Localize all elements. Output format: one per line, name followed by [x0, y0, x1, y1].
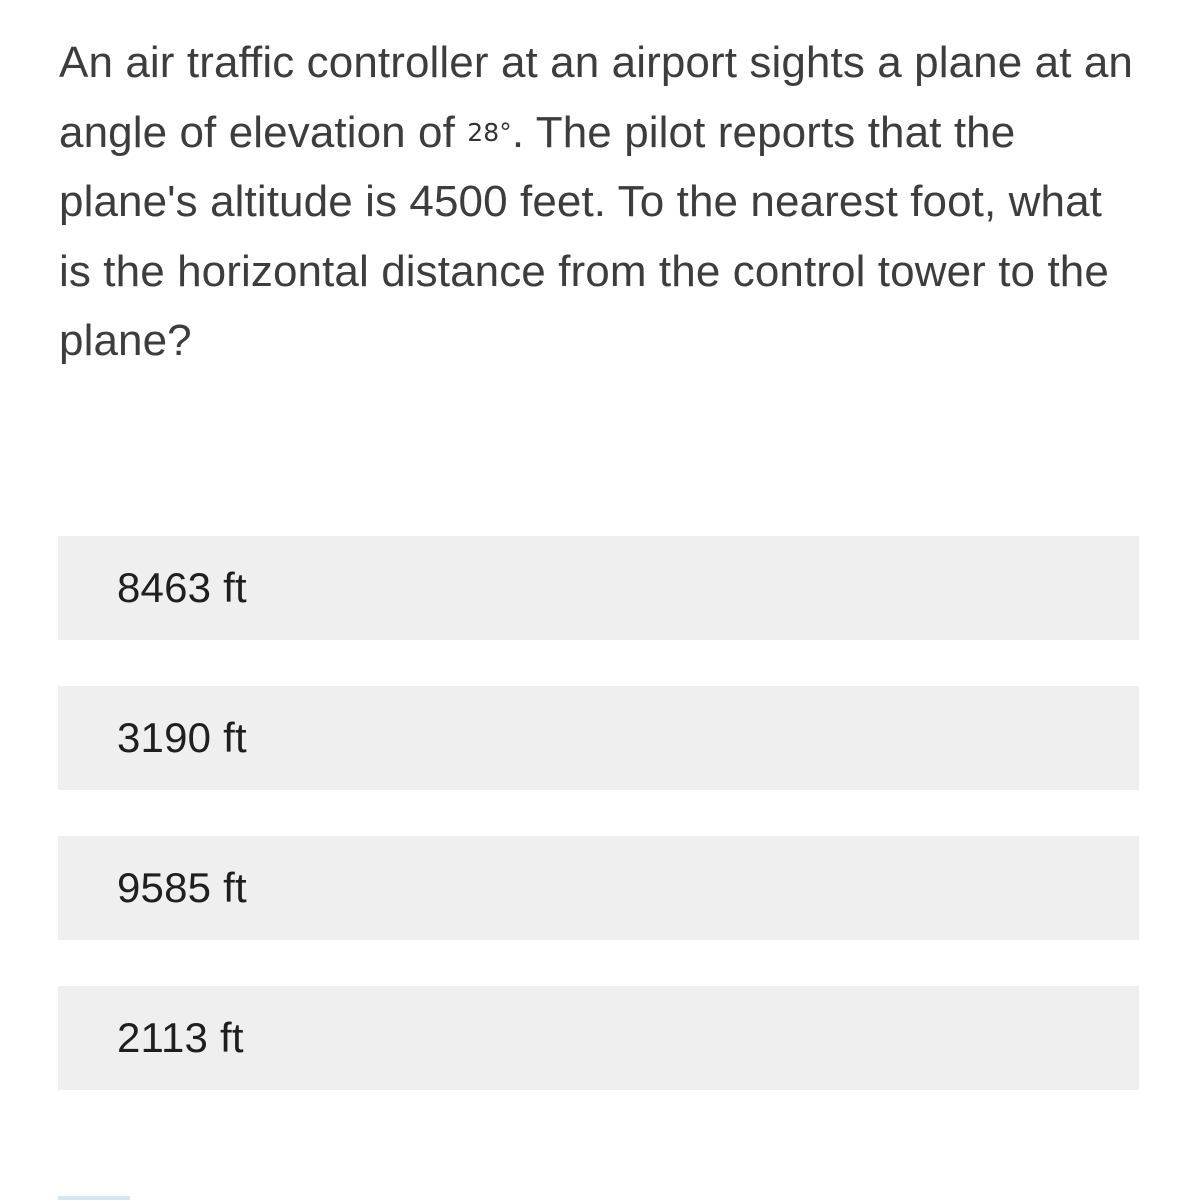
answer-choices: [58, 536, 1139, 1136]
answer-choice-label: 8463 ft: [117, 564, 247, 611]
question-text: [59, 28, 1139, 376]
answer-choice-1[interactable]: [58, 536, 1139, 640]
question-text-after: . The pilot reports that the plane's altitude is 4500 feet. To the nearest foot, what is the horizontal distance from the control tower to the plane?: [59, 107, 1109, 365]
next-button-edge[interactable]: [58, 1196, 130, 1200]
answer-choice-label: 2113 ft: [117, 1014, 244, 1061]
answer-choice-label: 3190 ft: [117, 714, 247, 761]
answer-choice-4[interactable]: [58, 986, 1139, 1090]
answer-choice-2[interactable]: [58, 686, 1139, 790]
question-text-before: An air traffic controller at an airport sights a plane at an angle of elevation of: [59, 38, 1133, 157]
answer-choice-3[interactable]: [58, 836, 1139, 940]
angle-value-image: 28°: [467, 117, 512, 147]
answer-choice-label: 9585 ft: [117, 864, 247, 911]
